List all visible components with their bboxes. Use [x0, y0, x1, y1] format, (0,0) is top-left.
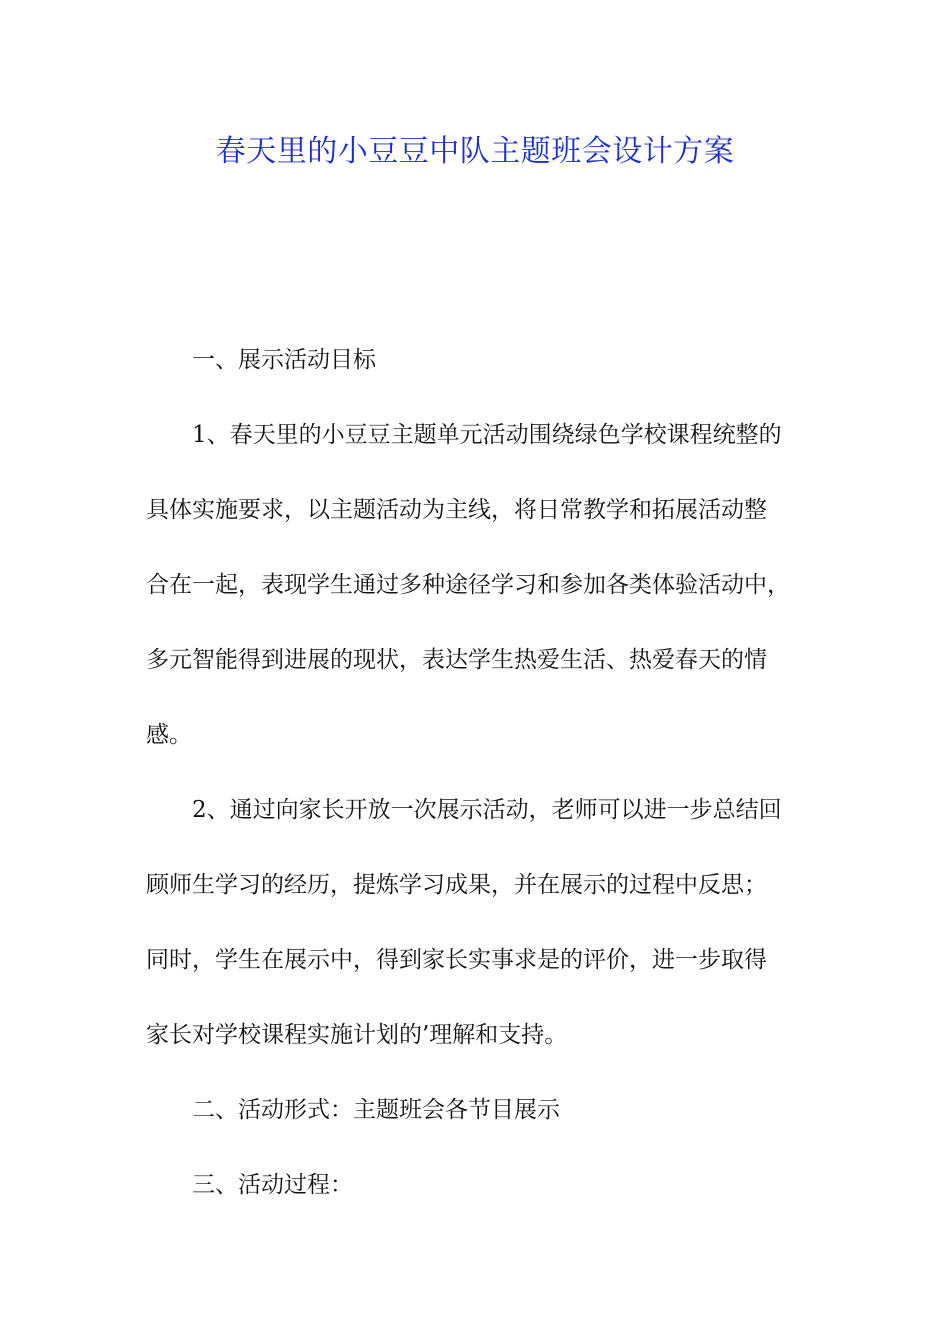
section-heading-goals: 一、展示活动目标: [192, 347, 376, 373]
section-heading-form: 二、活动形式：主题班会各节目展示: [192, 1097, 560, 1123]
paragraph-line: 顾师生学习的经历，提炼学习成果，并在展示的过程中反思；: [146, 872, 767, 898]
paragraph-line: 具体实施要求，以主题活动为主线，将日常教学和拓展活动整: [146, 497, 767, 523]
paragraph-line: 感。: [146, 722, 192, 748]
document-body: [146, 338, 816, 1238]
section-heading-process: 三、活动过程：: [192, 1172, 353, 1198]
paragraph-line: 合在一起，表现学生通过多种途径学习和参加各类体验活动中，: [146, 572, 790, 598]
paragraph-line: 同时，学生在展示中，得到家长实事求是的评价，进一步取得: [146, 947, 767, 973]
paragraph-line: 多元智能得到进展的现状，表达学生热爱生活、热爱春天的情: [146, 647, 767, 673]
paragraph-line: 2、通过向家长开放一次展示活动，老师可以进一步总结回: [192, 797, 782, 823]
paragraph-line: 1、春天里的小豆豆主题单元活动围绕绿色学校课程统整的: [192, 422, 782, 448]
document-title: 春天里的小豆豆中队主题班会设计方案: [215, 134, 735, 169]
paragraph-line: 家长对学校课程实施计划的’理解和支持。: [146, 1022, 568, 1048]
